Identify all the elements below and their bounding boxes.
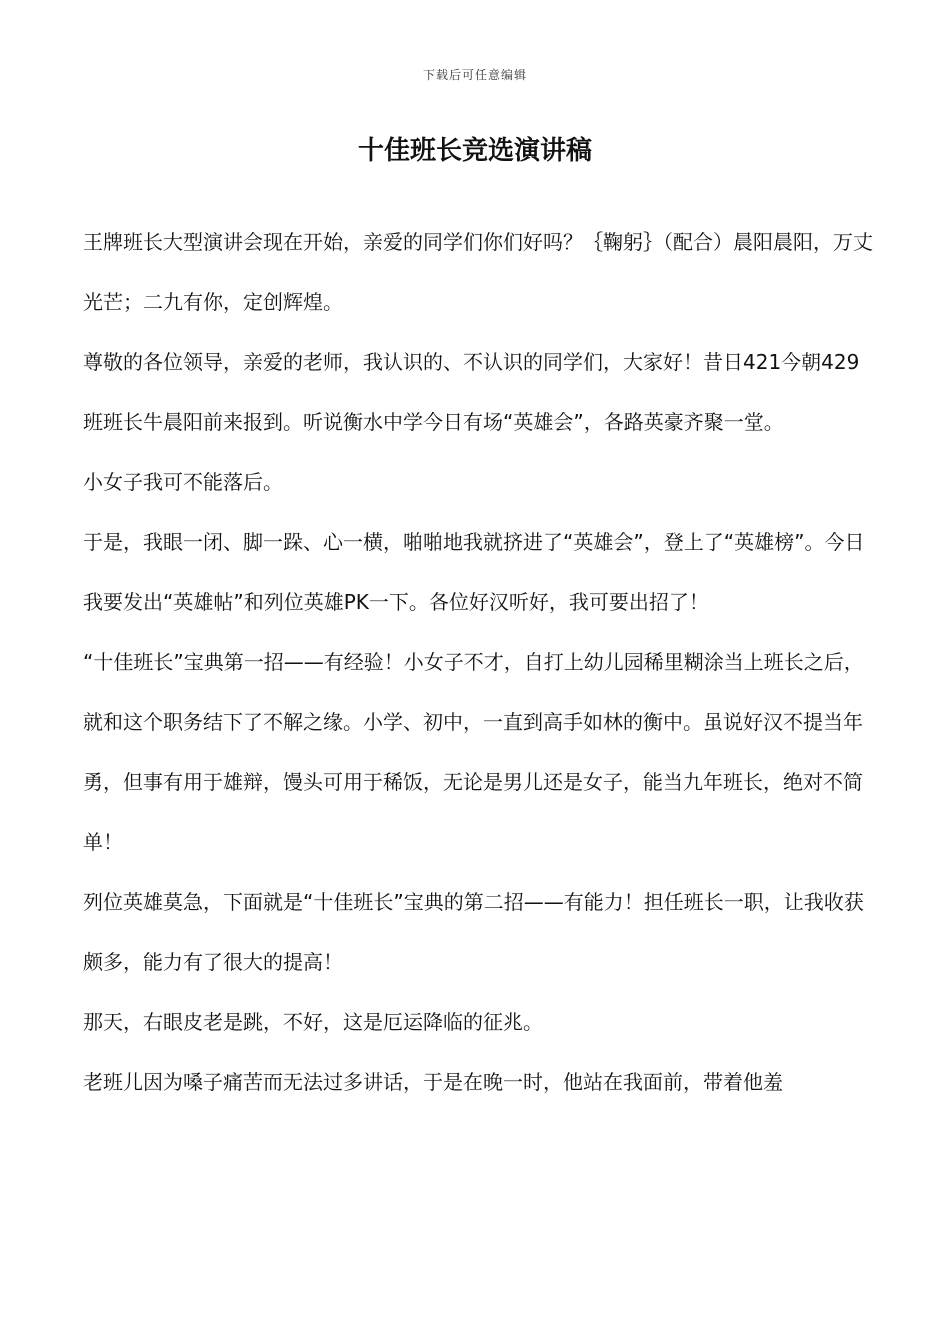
document-body — [83, 212, 873, 1112]
paragraph: 那天，右眼皮老是跳，不好，这是厄运降临的征兆。 — [83, 1010, 543, 1034]
paragraph: 尊敬的各位领导，亲爱的老师，我认识的、不认识的同学们，大家好！昔日421今朝429班班长牛晨阳前来报到。听说衡水中学今日有场“英雄会”，各路英豪齐聚一堂。 — [83, 350, 860, 434]
document-title: 十佳班长竞选演讲稿 — [357, 136, 592, 166]
header-note: 下载后可任意编辑 — [422, 68, 527, 82]
paragraph: 于是，我眼一闭、脚一跺、心一横，啪啪地我就挤进了“英雄会”，登上了“英雄榜”。今日我要发出“英雄帖”和列位英雄PK一下。各位好汉听好，我可要出招了！ — [83, 530, 865, 614]
paragraph: 老班儿因为嗓子痛苦而无法过多讲话，于是在晚一时，他站在我面前，带着他羞 — [83, 1070, 783, 1094]
paragraph: “十佳班长”宝典第一招——有经验！小女子不才，自打上幼儿园稀里糊涂当上班长之后，就和这个职务结下了不解之缘。小学、初中，一直到高手如林的衡中。虽说好汉不提当年勇，但事有用于雄辩，馒头可用于稀饭，无论是男儿还是女子，能当九年班长，绝对不简单！ — [83, 650, 864, 854]
paragraph: 小女子我可不能落后。 — [83, 470, 283, 494]
paragraph: 王牌班长大型演讲会现在开始，亲爱的同学们你们好吗？｛鞠躬｝（配合）晨阳晨阳，万丈光芒；二九有你，定创辉煌。 — [83, 230, 873, 314]
paragraph: 列位英雄莫急，下面就是“十佳班长”宝典的第二招——有能力！担任班长一职，让我收获颇多，能力有了很大的提高！ — [83, 890, 864, 974]
